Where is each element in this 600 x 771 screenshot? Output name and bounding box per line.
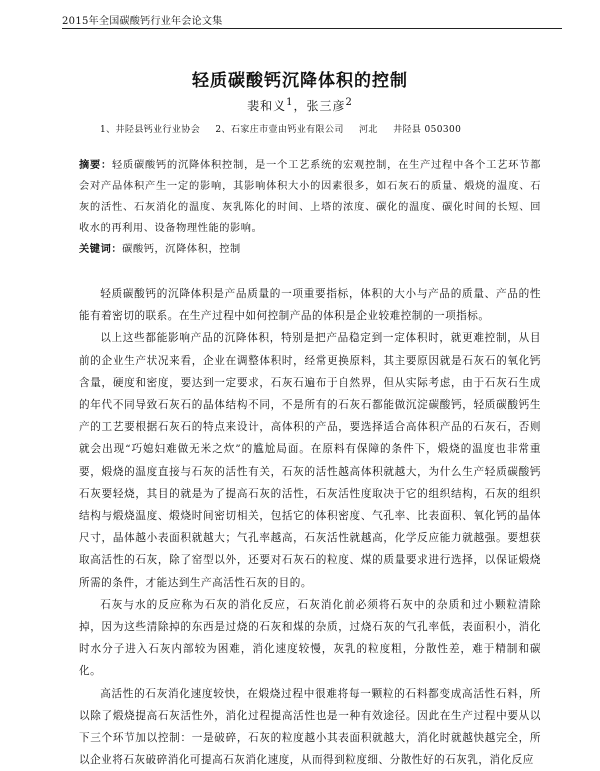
- running-header: 2015年全国碳酸钙行业年会论文集: [62, 16, 223, 27]
- affiliation-2: 2、石家庄市壹由钙业有限公司: [215, 125, 344, 135]
- affiliations: [100, 122, 473, 135]
- body-paragraph-3: 石灰与水的反应称为石灰的消化反应，石灰消化前必须将石灰中的杂质和过小颗粒清除掉，因为这些清除掉的东西是过烧的石灰和煤的杂质，过烧石灰的气孔率低，表面积小，消化时水分子进入石灰内部较为困难，消化速度较慢，灰乳的粒度粗，分散性差，难于精制和碳化。: [79, 598, 541, 678]
- author-name: 裴和义: [247, 99, 287, 113]
- abstract: [79, 155, 541, 239]
- author-separator: ，: [293, 99, 307, 113]
- affiliation-city-zip: 井陉县 050300: [393, 125, 462, 135]
- abstract-text: 轻质碳酸钙的沉降体积控制，是一个工艺系统的宏观控制，在生产过程中各个工艺环节都会对产品体积产生一定的影响，其影响体积大小的因素很多，如石灰石的质量、煅烧的温度、石灰的活性、石灰消化的温度、灰乳陈化的时间、上塔的浓度、碳化的温度、碳化时间的长短、回收水的再利用、设备物理性能的影响。: [79, 160, 541, 234]
- author-name: 张三彦: [306, 99, 346, 113]
- body-paragraph-1: 轻质碳酸钙的沉降体积是产品质量的一项重要指标，体积的大小与产品的质量、产品的性能有着密切的联系。在生产过程中如何控制产品的体积是企业较难控制的一项指标。: [79, 288, 541, 323]
- affiliation-province: 河北: [359, 125, 378, 135]
- keywords-text: 碳酸钙，沉降体积，控制: [122, 244, 241, 255]
- header-rule: [62, 28, 562, 29]
- author-affil-mark: 1: [286, 97, 294, 108]
- author-affil-mark: 2: [345, 97, 353, 108]
- body-paragraph-4: 高活性的石灰消化速度较快，在煅烧过程中很难将每一颗粒的石料都变成高活性石料，所以除了煅烧提高石灰活性外，消化过程提高活性也是一种有效途径。因此在生产过程中要从以下三个环节加以控制：一是破碎，石灰的粒度越小其表面积就越大，消化时就越快越完全，所以企业将石灰破碎消化可提高石灰消化速度，从而得到粒度细、分散性好的石灰乳，消化反应: [79, 687, 541, 767]
- keywords-label: 关键词：: [79, 244, 123, 255]
- abstract-label: 摘要：: [79, 160, 113, 171]
- keywords: [79, 240, 541, 255]
- author-line: [0, 97, 600, 114]
- affiliation-1: 1、井陉县钙业行业协会: [100, 125, 201, 135]
- paper-title: 轻质碳酸钙沉降体积的控制: [192, 71, 408, 91]
- body-paragraph-2: 以上这些都能影响产品的沉降体积，特别是把产品稳定到一定体积时，就更难控制，从目前的企业生产状况来看，企业在调整体积时，经常更换原料，其主要原因就是石灰石的氧化钙含量，硬度和密度，要达到一定要求，石灰石遍布于自然界，但从实际考虑，由于石灰石生成的年代不同导致石灰石的晶体结构不同，不是所有的石灰石都能做沉淀碳酸钙，轻质碳酸钙生产的工艺要根据石灰石的特点来设计，高体积的产品，要选择适合高体积产品的石灰石，否则就会出现“巧媳妇难做无米之炊”的尴尬局面。在原料有保障的条件下，煅烧的温度也非常重要，煅烧的温度直接与石灰的活性有关，石灰的活性越高体积就越大，为什么生产轻质碳酸钙石灰要轻烧，其目的就是为了提高石灰的活性，石灰活性度取决于它的组织结构，石灰的组织结构与煅烧温度、煅烧时间密切相关，包括它的体积密度、气孔率、比表面积、氧化钙的晶体尺寸，晶体越小表面积就越大；气孔率越高，石灰活性就越高，化学反应能力就越强。要想获取高活性的石灰，除了窑型以外，还要对石灰石的粒度、煤的质量要求进行选择，以保证煅烧所需的条件，才能达到生产高活性石灰的目的。: [79, 332, 541, 589]
- body-text: [79, 283, 541, 771]
